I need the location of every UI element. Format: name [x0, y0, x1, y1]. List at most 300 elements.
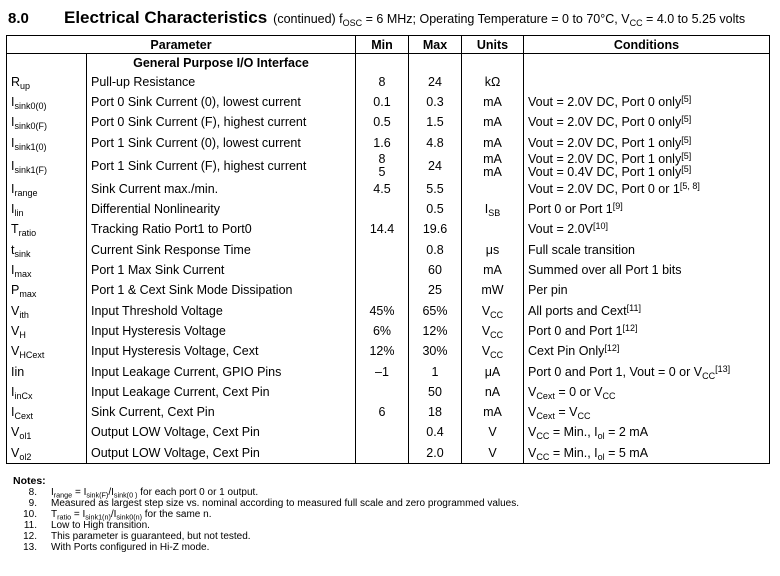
conditions-line: [528, 264, 765, 277]
conditions-line: [528, 284, 765, 297]
symbol-subscript: ith: [19, 309, 29, 320]
conditions-text: Vout = 2.0V DC, Port 1 only: [528, 152, 682, 167]
symbol-text: I: [11, 384, 15, 399]
row-conditions: [524, 133, 770, 153]
symbol-subscript: ol2: [19, 451, 32, 462]
row-units: [462, 382, 524, 402]
row-min: [356, 260, 409, 280]
units-value-2: mA: [483, 165, 502, 180]
footnote-ref: [5, 8]: [679, 180, 700, 191]
row-max: [409, 362, 462, 382]
conditions-text: Vout = 2.0V DC, Port 0 only: [528, 94, 682, 109]
table-row: [7, 72, 770, 92]
conditions-line-2: [528, 166, 765, 179]
units-value: V: [488, 425, 497, 440]
row-conditions: [524, 342, 770, 362]
max-value: 50: [428, 384, 442, 399]
footnote-ref: [12]: [604, 343, 620, 354]
footnote-ref: [11]: [626, 302, 642, 313]
symbol-subscript: H: [19, 330, 26, 341]
footnote-ref: [9]: [612, 201, 623, 212]
conditions-subscript: CC: [536, 451, 550, 462]
row-parameter: Input Hysteresis Voltage: [87, 321, 356, 341]
conditions-text: V: [528, 405, 537, 420]
units-value: V: [481, 303, 491, 318]
table-header-row: [7, 36, 770, 54]
note-number: 9.: [28, 498, 37, 509]
min-value: 14.4: [369, 222, 395, 237]
table-row: [7, 133, 770, 153]
row-symbol: [7, 301, 87, 321]
table-row: [7, 260, 770, 280]
row-units: [462, 423, 524, 443]
note-subscript: sink(F): [86, 490, 109, 500]
row-parameter: Sink Current, Cext Pin: [87, 402, 356, 422]
symbol-text: I: [11, 115, 15, 130]
row-max: [409, 72, 462, 92]
row-units: [462, 321, 524, 341]
row-max: [409, 342, 462, 362]
note-item: [13, 542, 773, 553]
units-value: mA: [483, 263, 502, 278]
note-text: Measured as largest step size vs. nominal according to measured full scale and zero programmed values.: [51, 498, 520, 509]
max-value: 0.8: [426, 242, 444, 257]
units-line: [466, 202, 519, 219]
units-value: V: [481, 344, 491, 359]
table-row: [7, 113, 770, 133]
row-max: [409, 199, 462, 219]
symbol-text: Iin: [11, 364, 25, 379]
conditions-line: [528, 405, 765, 422]
min-value: 4.5: [373, 181, 391, 196]
units-line: [466, 116, 519, 129]
row-units: [462, 179, 524, 199]
min-value: 6: [378, 405, 386, 420]
min-value: 8: [378, 152, 386, 167]
row-min: [356, 362, 409, 382]
symbol-subscript: sink0(0): [14, 101, 47, 112]
note-number: 12.: [23, 531, 37, 542]
note-subscript: sink(0 ): [113, 490, 138, 500]
footnote-ref-2: [5]: [681, 164, 692, 175]
row-max: [409, 240, 462, 260]
row-parameter: Port 0 Sink Current (F), highest current: [87, 113, 356, 133]
row-min: [356, 382, 409, 402]
row-symbol: [7, 321, 87, 341]
min-value: 0.1: [373, 94, 391, 109]
note-number: 11.: [23, 520, 37, 531]
row-conditions: [524, 240, 770, 260]
row-min: [356, 113, 409, 133]
row-min: [356, 443, 409, 464]
row-conditions: [524, 423, 770, 443]
row-units: [462, 281, 524, 301]
conditions-line: [528, 363, 765, 381]
units-value: V: [481, 323, 491, 338]
note-text: for each port 0 or 1 output.: [137, 487, 259, 498]
row-min: [356, 92, 409, 112]
conditions-line: [528, 203, 765, 216]
max-value: 19.6: [422, 222, 448, 237]
table-row: [7, 220, 770, 240]
table-row: [7, 179, 770, 199]
units-line: [466, 76, 519, 89]
conditions-text: V: [528, 445, 537, 460]
row-symbol: [7, 402, 87, 422]
row-conditions: [524, 220, 770, 240]
table-row: [7, 321, 770, 341]
note-item: [13, 520, 773, 531]
units-value: V: [488, 445, 497, 460]
conditions-subscript: Cext: [536, 411, 555, 422]
conditions-subscript: CC: [536, 431, 550, 442]
conditions-text: All ports and Cext: [528, 303, 627, 318]
table-row: [7, 281, 770, 301]
units-value: mA: [483, 135, 502, 150]
row-symbol: [7, 281, 87, 301]
row-symbol: [7, 153, 87, 179]
symbol-subscript: sink: [14, 248, 31, 259]
row-units: [462, 133, 524, 153]
row-max: [409, 220, 462, 240]
conditions-line: [528, 93, 765, 109]
row-conditions: [524, 260, 770, 280]
row-parameter: Input Leakage Current, Cext Pin: [87, 382, 356, 402]
units-subscript: CC: [490, 330, 504, 341]
row-units: [462, 362, 524, 382]
footnote-ref: [5]: [681, 151, 692, 162]
row-symbol: [7, 92, 87, 112]
col-header-conditions: Conditions: [524, 36, 770, 54]
units-value: μs: [485, 242, 500, 257]
row-parameter: Output LOW Voltage, Cext Pin: [87, 443, 356, 464]
units-value: mA: [483, 94, 502, 109]
units-line: [466, 137, 519, 150]
row-parameter: Pull-up Resistance: [87, 72, 356, 92]
table-row: [7, 423, 770, 443]
row-min: [356, 402, 409, 422]
row-parameter: Port 1 & Cext Sink Mode Dissipation: [87, 281, 356, 301]
units-line: [466, 96, 519, 109]
symbol-subscript: up: [20, 80, 31, 91]
row-parameter: Sink Current max./min.: [87, 179, 356, 199]
max-value: 2.0: [426, 445, 444, 460]
row-max: [409, 321, 462, 341]
row-units: [462, 260, 524, 280]
notes: [13, 476, 773, 553]
row-symbol: [7, 133, 87, 153]
units-line: [466, 244, 519, 257]
row-units: [462, 113, 524, 133]
conditions-text: Summed over all Port 1 bits: [528, 263, 682, 278]
row-symbol: [7, 362, 87, 382]
row-symbol: [7, 443, 87, 464]
col-header-min: Min: [356, 36, 409, 54]
row-conditions: [524, 362, 770, 382]
row-max: [409, 179, 462, 199]
note-text: /I: [108, 487, 114, 498]
note-text: This parameter is guaranteed, but not tested.: [51, 531, 251, 542]
conditions-line: [528, 425, 765, 442]
conditions-line: [528, 244, 765, 257]
row-conditions: [524, 281, 770, 301]
row-max: [409, 382, 462, 402]
row-min: [356, 133, 409, 153]
row-conditions: [524, 402, 770, 422]
note-text: With Ports configured in Hi-Z mode.: [51, 542, 210, 553]
row-conditions: [524, 199, 770, 219]
units-line: [466, 366, 519, 379]
units-value: mA: [483, 152, 502, 167]
conditions-tail: = V: [554, 405, 578, 420]
max-value: 30%: [422, 344, 448, 359]
units-value: I: [484, 202, 489, 217]
conditions-text-2: Vout = 0.4V DC, Port 1 only: [528, 165, 682, 180]
conditions-tail: = 0 or V: [554, 384, 603, 399]
units-value: mW: [481, 283, 504, 298]
units-line: [466, 284, 519, 297]
row-symbol: [7, 240, 87, 260]
note-text: Low to High transition.: [51, 520, 150, 531]
footnote-ref: [5]: [681, 134, 692, 145]
row-parameter: Port 1 Sink Current (0), lowest current: [87, 133, 356, 153]
conditions-tail-2: = 2 mA: [604, 425, 649, 440]
symbol-subscript: inCx: [14, 390, 33, 401]
electrical-characteristics-table: [6, 35, 770, 464]
row-symbol: [7, 113, 87, 133]
row-parameter: Current Sink Response Time: [87, 240, 356, 260]
note-item: [13, 531, 773, 542]
conditions-text: Full scale transition: [528, 242, 635, 257]
symbol-subscript: sink1(0): [14, 141, 47, 152]
conditions-line: [528, 386, 765, 399]
symbol-subscript: sink1(F): [14, 164, 47, 175]
footnote-ref: [5]: [681, 114, 692, 125]
conditions-subscript: CC: [702, 370, 716, 381]
row-min: [356, 342, 409, 362]
note-text: T: [51, 509, 58, 520]
row-units: [462, 72, 524, 92]
section-number: 8.0: [8, 10, 29, 27]
row-symbol: [7, 179, 87, 199]
row-conditions: [524, 382, 770, 402]
row-min: [356, 240, 409, 260]
table-row: [7, 362, 770, 382]
symbol-text: V: [11, 425, 20, 440]
row-min: [356, 220, 409, 240]
row-conditions: [524, 153, 770, 179]
row-max: [409, 443, 462, 464]
units-value: kΩ: [484, 74, 501, 89]
conditions-tail: = Min., I: [549, 445, 598, 460]
conditions-line: [528, 223, 765, 236]
symbol-subscript: max: [14, 269, 32, 280]
conditions-text: V: [528, 425, 537, 440]
symbol-text: t: [11, 242, 15, 257]
note-subscript: range: [53, 490, 73, 500]
col-header-parameter: Parameter: [7, 36, 356, 54]
conditions-tail-subscript: CC: [602, 390, 616, 401]
row-parameter: Port 1 Sink Current (F), highest current: [87, 153, 356, 179]
row-conditions: [524, 72, 770, 92]
col-header-units: Units: [462, 36, 524, 54]
min-value: 6%: [372, 323, 392, 338]
symbol-text: P: [11, 283, 20, 298]
note-number: 10.: [23, 509, 37, 520]
table-row: [7, 443, 770, 464]
units-line: [466, 447, 519, 460]
symbol-subscript: HCext: [19, 350, 45, 361]
conditions-line: [528, 116, 765, 129]
table-row: [7, 301, 770, 321]
row-symbol: [7, 342, 87, 362]
conditions-line: [528, 180, 765, 196]
symbol-subscript: range: [14, 187, 38, 198]
row-min: [356, 321, 409, 341]
min-value: 12%: [369, 344, 395, 359]
row-max: [409, 423, 462, 443]
conditions-text: Port 0 and Port 1, Vout = 0 or V: [528, 364, 703, 379]
min-value: 0.5: [373, 115, 391, 130]
row-max: [409, 260, 462, 280]
conditions-tail-subscript: ol: [597, 431, 605, 442]
symbol-subscript: Cext: [14, 411, 33, 422]
row-symbol: [7, 423, 87, 443]
symbol-text: V: [11, 303, 20, 318]
max-value: 0.4: [426, 425, 444, 440]
max-value: 1: [431, 364, 439, 379]
min-value: 1.6: [373, 135, 391, 150]
note-subscript: sink0(n): [116, 512, 142, 522]
max-value: 24: [428, 74, 442, 89]
footnote-ref: [13]: [715, 363, 731, 374]
notes-heading: Notes:: [13, 475, 46, 487]
row-max: [409, 301, 462, 321]
row-units: [462, 199, 524, 219]
row-parameter: Tracking Ratio Port1 to Port0: [87, 220, 356, 240]
units-subscript: CC: [490, 309, 504, 320]
row-max: [409, 153, 462, 179]
row-units: [462, 153, 524, 179]
row-symbol: [7, 199, 87, 219]
row-max: [409, 92, 462, 112]
footnote-ref: [5]: [681, 93, 692, 104]
row-symbol: [7, 260, 87, 280]
conditions-text: Vout = 2.0V: [528, 222, 593, 237]
max-value: 12%: [422, 323, 448, 338]
symbol-text: I: [11, 181, 15, 196]
units-value: nA: [484, 384, 501, 399]
table-row: [7, 153, 770, 179]
table-row: [7, 240, 770, 260]
units-line: [466, 386, 519, 399]
row-conditions: [524, 301, 770, 321]
note-item: [13, 487, 773, 498]
units-value: μA: [484, 364, 501, 379]
symbol-subscript: ol1: [19, 431, 32, 442]
units-value: mA: [483, 405, 502, 420]
note-subscript: sink1(n): [85, 512, 111, 522]
table-row: [7, 342, 770, 362]
max-value: 1.5: [426, 115, 444, 130]
conditions-tail-2: = 5 mA: [604, 445, 649, 460]
units-line: [466, 264, 519, 277]
max-value: 0.3: [426, 94, 444, 109]
symbol-subscript: max: [19, 289, 37, 300]
min-value: 8: [378, 74, 386, 89]
max-value: 5.5: [426, 181, 444, 196]
conditions-tail-subscript: ol: [597, 451, 605, 462]
note-item: [13, 509, 773, 520]
section-row-title: General Purpose I/O Interface: [87, 54, 356, 73]
table-row: [7, 402, 770, 422]
row-parameter: Input Leakage Current, GPIO Pins: [87, 362, 356, 382]
units-line: [466, 406, 519, 419]
max-value: 0.5: [426, 202, 444, 217]
row-parameter: Output LOW Voltage, Cext Pin: [87, 423, 356, 443]
symbol-text: I: [11, 158, 15, 173]
conditions-line: [528, 447, 765, 460]
row-conditions: [524, 179, 770, 199]
section-title: Electrical Characteristics: [64, 8, 268, 27]
units-line: [466, 305, 519, 318]
note-text: for the same n.: [142, 509, 212, 520]
table-row: [7, 199, 770, 219]
row-symbol: [7, 220, 87, 240]
symbol-subscript: sink0(F): [14, 121, 47, 132]
row-units: [462, 301, 524, 321]
footnote-ref: [10]: [592, 221, 608, 232]
row-units: [462, 92, 524, 112]
min-value-2: 5: [378, 165, 386, 180]
row-units: [462, 443, 524, 464]
units-line: [466, 323, 519, 341]
symbol-text: I: [11, 202, 15, 217]
row-min: [356, 423, 409, 443]
conditions-tail-subscript: CC: [577, 411, 591, 422]
symbol-text: V: [11, 323, 20, 338]
symbol-text: R: [11, 74, 21, 89]
note-text: = I: [71, 509, 86, 520]
max-value: 18: [428, 405, 442, 420]
conditions-line: [528, 302, 765, 318]
section-heading: [8, 6, 778, 30]
col-header-max: Max: [409, 36, 462, 54]
row-max: [409, 113, 462, 133]
row-min: [356, 179, 409, 199]
row-min: [356, 199, 409, 219]
row-parameter: Input Hysteresis Voltage, Cext: [87, 342, 356, 362]
note-number: 13.: [23, 542, 37, 553]
min-value: –1: [375, 364, 389, 379]
row-parameter: Input Threshold Voltage: [87, 301, 356, 321]
row-parameter: Differential Nonlinearity: [87, 199, 356, 219]
note-text: I: [51, 487, 54, 498]
units-value: mA: [483, 115, 502, 130]
table-row: [7, 382, 770, 402]
symbol-text: I: [11, 263, 15, 278]
symbol-text: I: [11, 94, 15, 109]
row-symbol: [7, 382, 87, 402]
row-conditions: [524, 321, 770, 341]
note-number: 8.: [28, 487, 37, 498]
symbol-subscript: lin: [14, 208, 24, 219]
row-parameter: Port 1 Max Sink Current: [87, 260, 356, 280]
units-line: [466, 344, 519, 361]
row-units: [462, 220, 524, 240]
conditions-line: [528, 345, 765, 358]
max-value: 24: [428, 158, 442, 173]
